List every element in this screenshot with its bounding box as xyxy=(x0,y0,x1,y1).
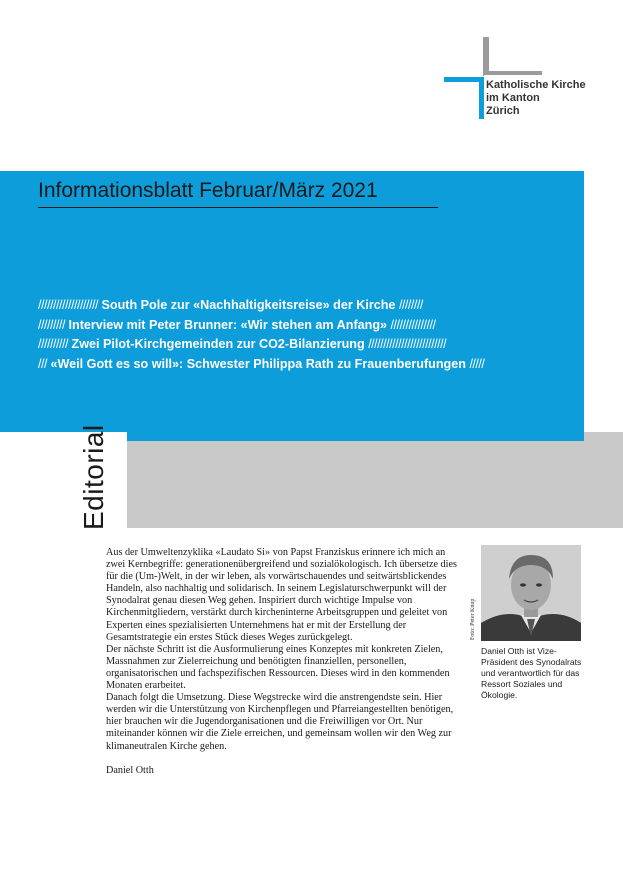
logo-line: im Kanton xyxy=(486,92,540,104)
headline-item[interactable] xyxy=(38,355,584,375)
title-underline xyxy=(38,207,438,208)
headline-item[interactable] xyxy=(38,316,584,336)
logo-wordmark xyxy=(486,79,586,118)
headline-suffix: ////////////////////////// xyxy=(368,337,447,351)
headline-text: «Weil Gott es so will»: Schwester Philippa Rath zu Frauenberufungen xyxy=(50,356,466,371)
headline-item[interactable] xyxy=(38,335,584,355)
logo-grey-arm-icon xyxy=(484,37,544,77)
section-label: Editorial xyxy=(78,424,109,530)
band-tail xyxy=(127,432,584,441)
headline-prefix: ////////// xyxy=(38,337,68,351)
church-logo-mark-icon xyxy=(444,37,484,119)
section-bar xyxy=(127,432,623,528)
photo-credit: Foto: Peter Knup xyxy=(470,598,476,640)
article-signature: Daniel Otth xyxy=(106,764,154,776)
headline-text: Zwei Pilot-Kirchgemeinden zur CO2-Bilanzierung xyxy=(71,337,365,351)
headline-prefix: ///////// xyxy=(38,317,65,332)
headline-prefix: //////////////////// xyxy=(38,298,98,312)
portrait-image xyxy=(481,545,581,641)
page-title: Informationsblatt Februar/März 2021 xyxy=(38,179,378,202)
logo-line: Zürich xyxy=(486,105,520,117)
portrait-photo xyxy=(481,545,581,641)
article-paragraph: Aus der Umweltenzyklika «Laudato Si» von Papst Franziskus erinnere ich mich an zwei Kernbegriffe: generationenübergreifend und sozialökologisch. Ich übersetze dies für die (Um-)Welt, in der wir leben, als vorwärtschauendes und seitwärtsblickendes Handeln, also nachhaltig und solidarisch. In seinem Legislaturschwerpunkt will der Synodalrat genau diesen Weg gehen. Inspiriert durch wichtige Impulse von Kirchenmitgliedern, verstärkt durch kircheninterne Arbeitsgruppen und geleitet von Experten eines spezialisierten Unternehmens hat er mit der Erstellung der Gesamtstrategie ein erstes Stück dieses Weges zurückgelegt. xyxy=(106,547,457,643)
article-paragraph: Danach folgt die Umsetzung. Diese Wegstrecke wird die anstrengendste sein. Hier werden wir die Unterstützung von Kirchenpflegen und Pfarreiangestellten benötigen, hier brauchen wir die Jugendorganisationen und die Freiwilligen vor Ort. Nur miteinander können wir die Ziele erreichen, und gemeinsam wollen wir den Weg zur klimaneutralen Kirche gehen. xyxy=(106,692,454,752)
headline-suffix: ///// xyxy=(469,356,485,371)
headline-item[interactable] xyxy=(38,296,584,316)
editorial-article xyxy=(106,547,466,777)
headline-suffix: //////// xyxy=(398,298,423,312)
photo-caption: Daniel Otth ist Vize-Präsident des Synodalrats und verantwortlich für das Ressort Soziales und Ökologie. xyxy=(481,646,582,700)
headline-list xyxy=(38,296,584,374)
headline-text: Interview mit Peter Brunner: «Wir stehen am Anfang» xyxy=(68,317,388,332)
logo-line: Katholische Kirche xyxy=(486,79,586,91)
logo xyxy=(444,37,604,127)
headline-text: South Pole zur «Nachhaltigkeitsreise» der Kirche xyxy=(101,298,396,312)
article-paragraph: Der nächste Schritt ist die Ausformulierung eines Konzeptes mit konkreten Zielen, Massnahmen zur Zielerreichung und benötigten finanziellen, personellen, organisatorischen und fachspezifischen Ressourcen. Dieses wird in den kommenden Monaten erarbeitet. xyxy=(106,643,450,692)
headline-suffix: /////////////// xyxy=(390,317,436,332)
headline-prefix: /// xyxy=(38,356,47,371)
